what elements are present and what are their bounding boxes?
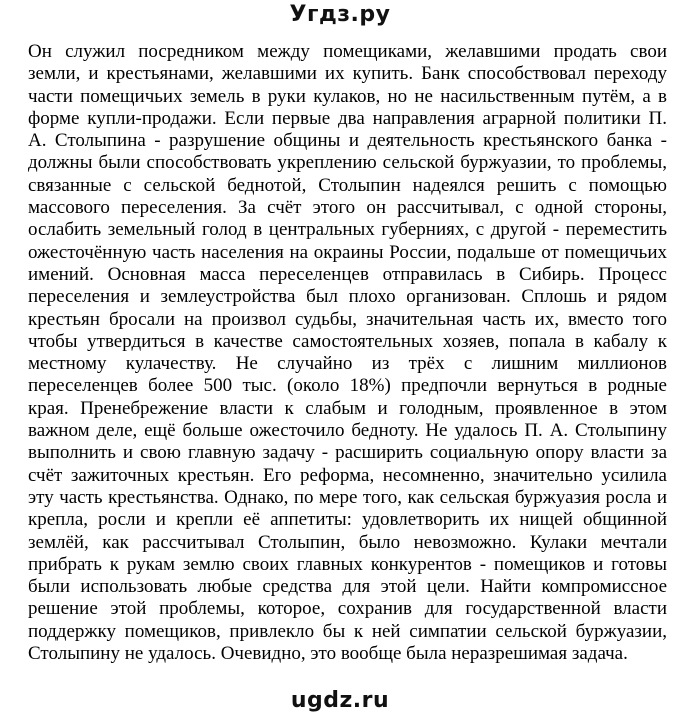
text-line: важном деле, ещё больше ожесточило бедноту. Не удалось П. А. Столыпину bbox=[28, 420, 667, 442]
text-line: А. Столыпина - разрушение общины и деятельность крестьянского банка - bbox=[28, 130, 667, 152]
document-body bbox=[28, 41, 667, 665]
text-line: Он служил посредником между помещиками, желавшими продать свои bbox=[28, 41, 667, 62]
header-watermark: Угдз.ру bbox=[289, 2, 391, 27]
footer-watermark: ugdz.ru bbox=[290, 688, 390, 713]
text-line: местному кулачеству. Не случайно из трёх с лишним миллионов bbox=[28, 353, 667, 375]
text-line: решение этой проблемы, которое, сохранив для государственной власти bbox=[28, 598, 667, 620]
text-line: были использовать любые средства для этой цели. Найти компромиссное bbox=[28, 576, 667, 598]
text-line: крестьян бросали на произвол судьбы, значительная часть их, вместо того bbox=[28, 308, 667, 330]
text-line: ослабить земельный голод в центральных губерниях, с другой - переместить bbox=[28, 219, 667, 241]
text-line: должны были способствовать укреплению сельской буржуазии, то проблемы, bbox=[28, 152, 667, 174]
text-line: связанные с сельской беднотой, Столыпин надеялся решить с помощью bbox=[28, 174, 667, 196]
text-line: прибрать к рукам землю своих главных конкурентов - помещиков и готовы bbox=[28, 553, 667, 575]
text-line: края. Пренебрежение власти к слабым и голодным, проявленное в этом bbox=[28, 397, 667, 419]
text-line: переселенцев более 500 тыс. (около 18%) предпочли вернуться в родные bbox=[28, 375, 667, 397]
text-line: ожесточённую часть населения на окраины России, подальше от помещичьих bbox=[28, 241, 667, 263]
text-line: счёт зажиточных крестьян. Его реформа, несомненно, значительно усилила bbox=[28, 464, 667, 486]
text-line: земли, и крестьянами, желавшими их купить. Банк способствовал переходу bbox=[28, 63, 667, 85]
text-line: выполнить и свою главную задачу - расширить социальную опору власти за bbox=[28, 442, 667, 464]
text-line: массового переселения. За счёт этого он рассчитывал, с одной стороны, bbox=[28, 197, 667, 219]
text-line: чтобы утвердиться в качестве самостоятельных хозяев, попала в кабалу к bbox=[28, 330, 667, 352]
text-line: эту часть крестьянства. Однако, по мере того, как сельская буржуазия росла и bbox=[28, 486, 667, 508]
text-line: Столыпину не удалось. Очевидно, это вообще была неразрешимая задача. bbox=[28, 643, 628, 665]
text-line: переселения и землеустройства был плохо организован. Сплошь и рядом bbox=[28, 286, 667, 308]
text-line: форме купли-продажи. Если первые два направления аграрной политики П. bbox=[28, 107, 667, 129]
text-line: землёй, как рассчитывал Столыпин, было невозможно. Кулаки мечтали bbox=[28, 531, 667, 553]
text-line: крепла, росли и крепли её аппетиты: удовлетворить их нищей общинной bbox=[28, 509, 667, 531]
text-line: поддержку помещиков, привлекло бы к ней симпатии сельской буржуазии, bbox=[28, 620, 667, 642]
text-line: части помещичьих земель в руки кулаков, но не насильственным путём, а в bbox=[28, 85, 667, 107]
text-line: имений. Основная масса переселенцев отправилась в Сибирь. Процесс bbox=[28, 263, 667, 285]
